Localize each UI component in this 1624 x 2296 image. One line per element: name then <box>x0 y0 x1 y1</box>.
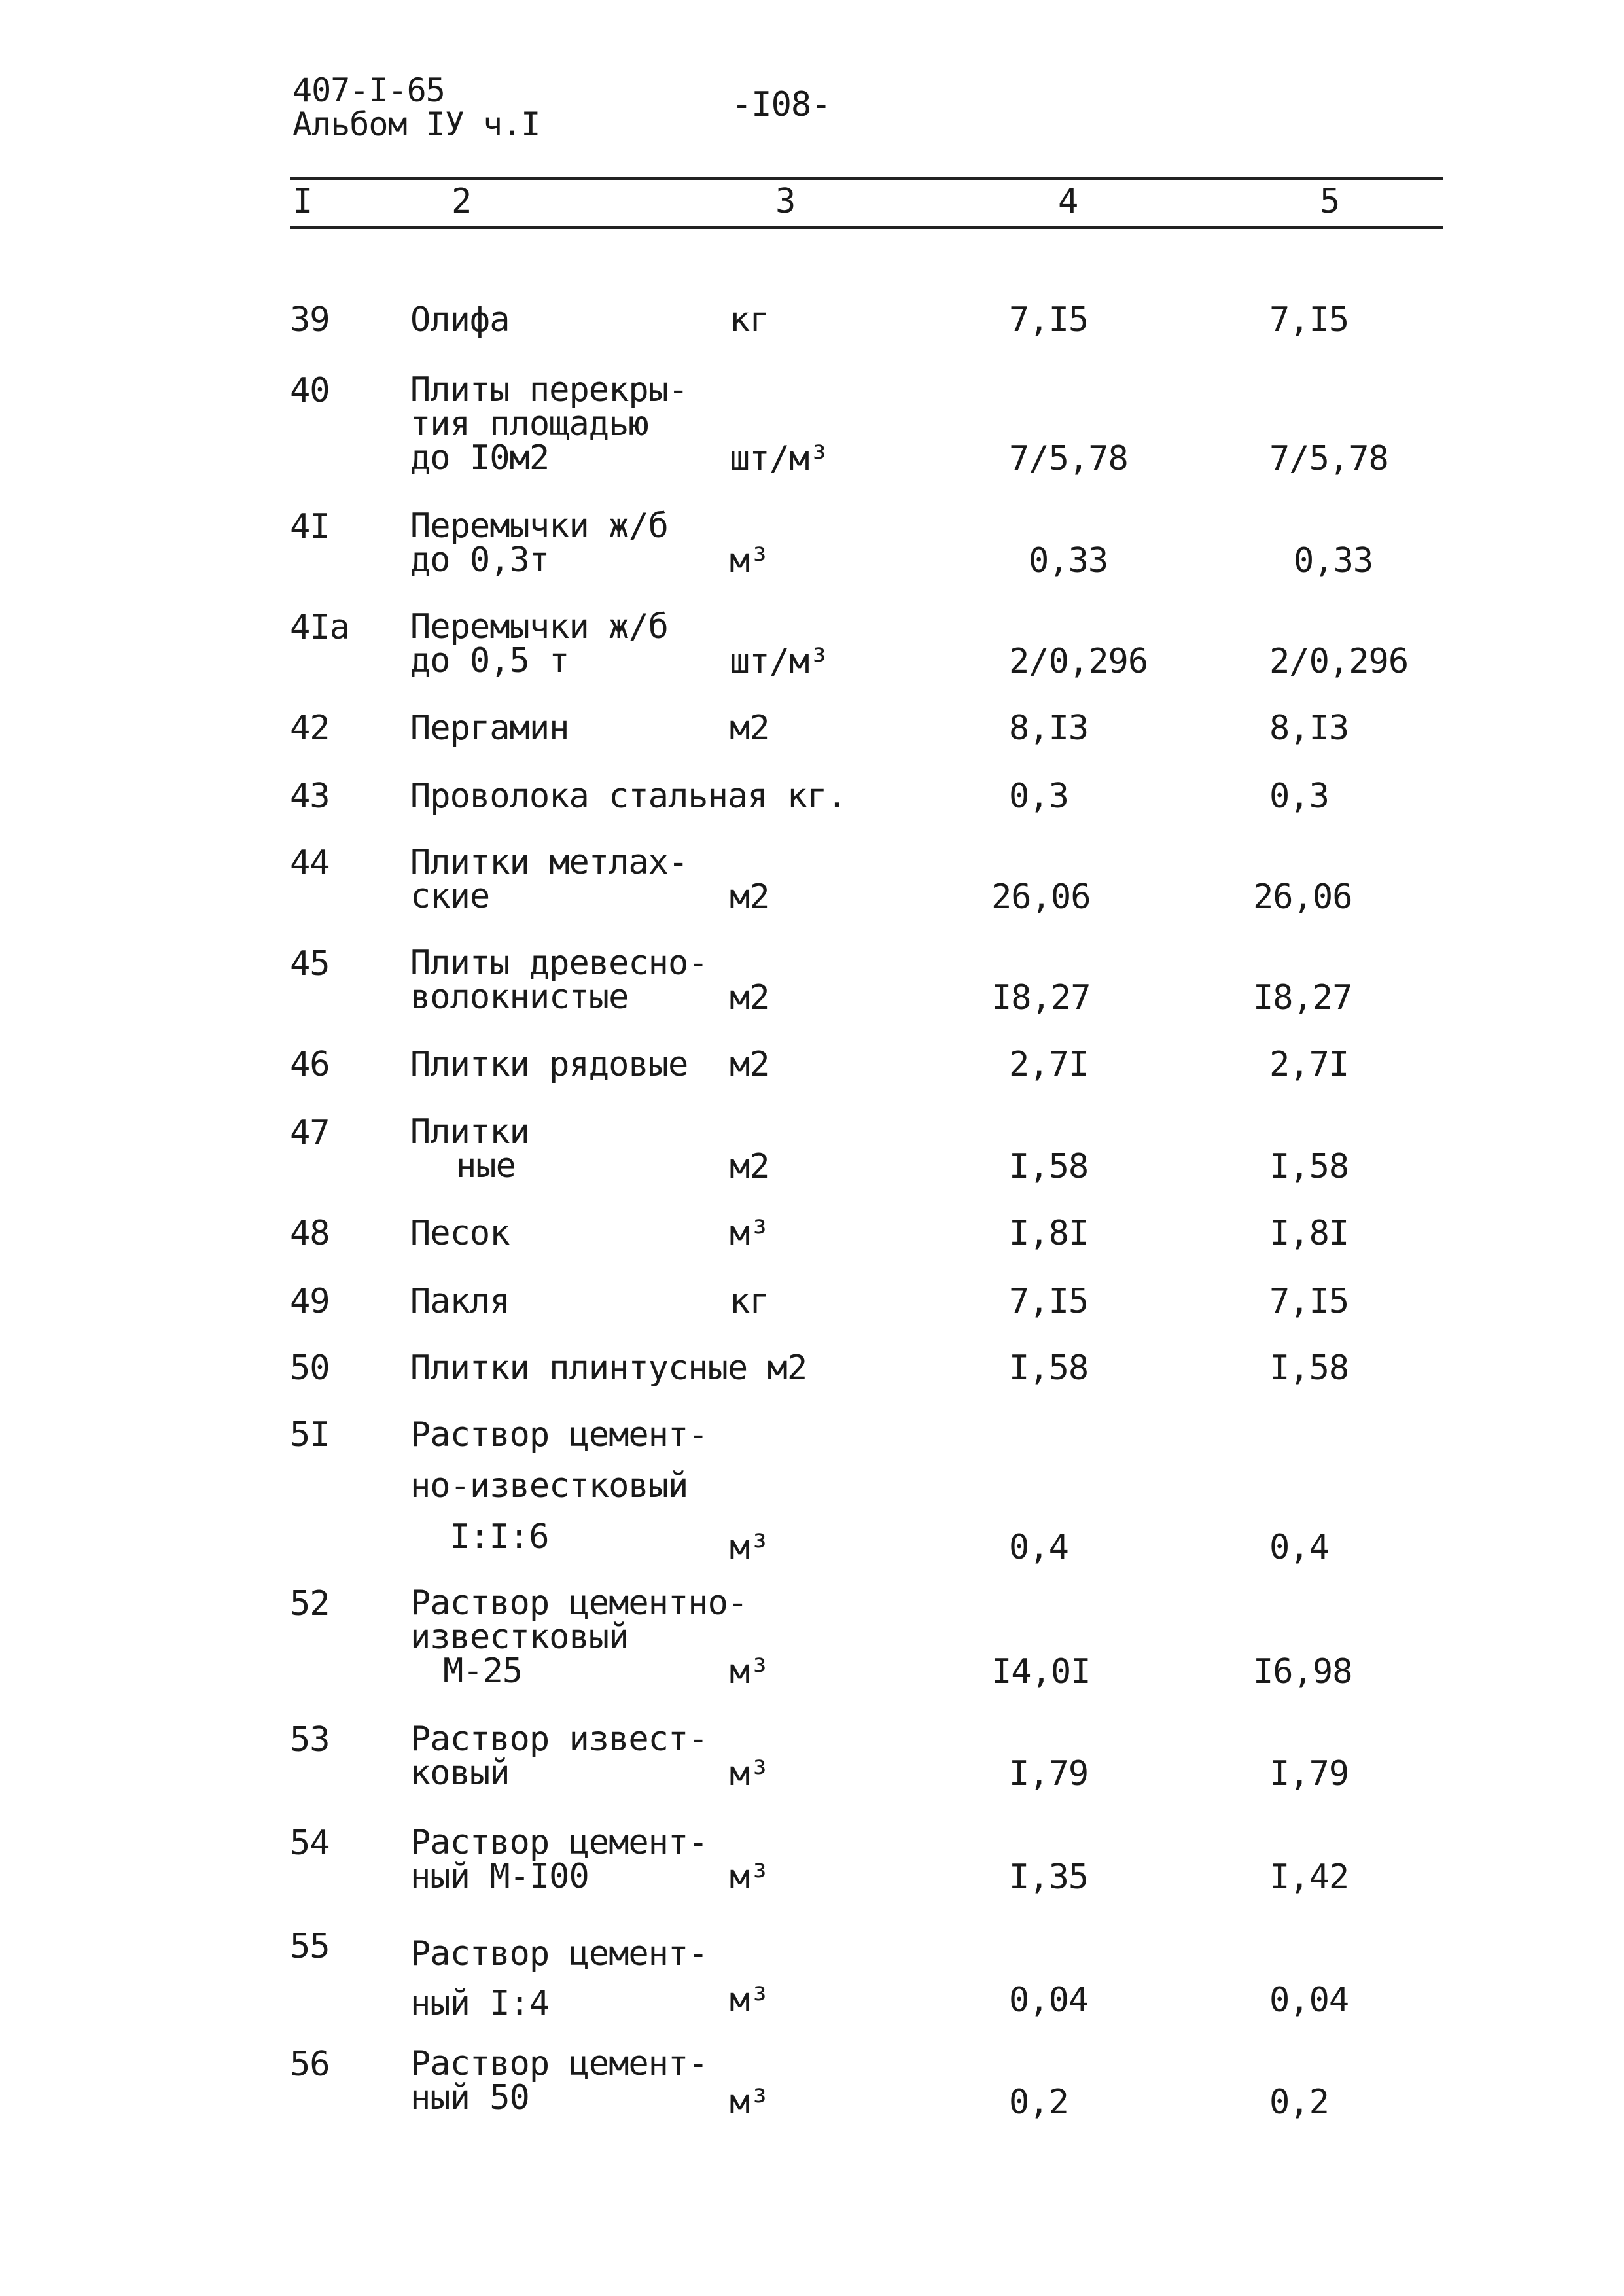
row-number: 4I <box>290 507 330 546</box>
value-col-5: 0,4 <box>1269 1528 1329 1567</box>
value-col-4: 7,I5 <box>1009 1282 1089 1321</box>
unit: м³ <box>730 1981 769 2020</box>
value-col-5: 0,33 <box>1294 541 1373 580</box>
material-name: Плитки плинтусные м2 <box>410 1349 807 1388</box>
row-number: 44 <box>290 843 330 883</box>
unit: шт/м³ <box>730 439 829 478</box>
column-header-3: 3 <box>775 182 796 221</box>
value-col-4: 0,2 <box>1009 2083 1068 2122</box>
row-number: 50 <box>290 1349 330 1388</box>
row-number: 53 <box>290 1720 330 1759</box>
row-number: 43 <box>290 777 330 816</box>
value-col-5: 26,06 <box>1253 877 1352 917</box>
value-col-5: 0,3 <box>1269 777 1329 816</box>
value-col-5: 8,I3 <box>1269 709 1349 748</box>
value-col-4: I,79 <box>1009 1754 1089 1793</box>
value-col-5: 2,7I <box>1269 1045 1349 1084</box>
unit: м2 <box>730 877 769 917</box>
value-col-4: 0,4 <box>1009 1528 1068 1567</box>
material-name: Раствор извест- ковый <box>410 1720 708 1793</box>
column-header-1: I <box>292 182 313 221</box>
unit: м³ <box>730 1754 769 1793</box>
row-number: 52 <box>290 1584 330 1623</box>
unit: шт/м³ <box>730 642 829 681</box>
unit: м2 <box>730 1045 769 1084</box>
material-name: Раствор цемент- ный 50 <box>410 2044 708 2117</box>
unit: кг <box>730 300 769 340</box>
value-col-5: I8,27 <box>1253 978 1352 1017</box>
unit: м³ <box>730 1214 769 1253</box>
value-col-5: 7/5,78 <box>1269 439 1388 478</box>
value-col-4: 7,I5 <box>1009 300 1089 340</box>
value-col-5: I,8I <box>1269 1214 1349 1253</box>
material-name: Пакля <box>410 1282 510 1321</box>
row-number: 39 <box>290 300 330 340</box>
value-col-4: I,8I <box>1009 1214 1089 1253</box>
value-col-4: I,35 <box>1009 1858 1089 1897</box>
unit: м³ <box>730 1652 769 1691</box>
value-col-4: 0,33 <box>1029 541 1108 580</box>
material-name: Раствор цемент- ный I:4 <box>410 1934 708 2023</box>
album-label: Альбом IУ ч.I <box>292 105 540 143</box>
row-number: 42 <box>290 709 330 748</box>
value-col-4: I,58 <box>1009 1349 1089 1388</box>
value-col-4: I4,0I <box>991 1652 1091 1691</box>
value-col-5: 7,I5 <box>1269 1282 1349 1321</box>
row-number: 46 <box>290 1045 330 1084</box>
unit: м2 <box>730 709 769 748</box>
column-header-2: 2 <box>451 182 472 221</box>
value-col-4: 7/5,78 <box>1009 439 1128 478</box>
material-name: Раствор цемент- но-известковый I:I:6 <box>410 1415 708 1557</box>
value-col-4: 8,I3 <box>1009 709 1089 748</box>
row-number: 56 <box>290 2045 330 2084</box>
table-top-rule <box>290 177 1443 180</box>
value-col-4: 26,06 <box>991 877 1091 917</box>
column-header-4: 4 <box>1058 182 1079 221</box>
row-number: 48 <box>290 1214 330 1253</box>
value-col-4: I8,27 <box>991 978 1091 1017</box>
value-col-4: I,58 <box>1009 1147 1089 1186</box>
table-header-rule <box>290 226 1443 229</box>
material-name: Плиты перекры- тия площадью до I0м2 <box>410 370 688 478</box>
row-number: 5I <box>290 1415 330 1455</box>
material-name: Плитки рядовые <box>410 1045 688 1084</box>
unit: кг <box>730 1282 769 1321</box>
row-number: 45 <box>290 944 330 983</box>
material-name: Раствор цемент- ный М-I00 <box>410 1823 708 1896</box>
document-code: 407-I-65 <box>292 71 445 109</box>
value-col-4: 0,04 <box>1009 1981 1089 2020</box>
page-number: -I08- <box>732 85 831 124</box>
value-col-5: 7,I5 <box>1269 300 1349 340</box>
unit: м³ <box>730 1528 769 1567</box>
unit: м³ <box>730 2083 769 2122</box>
value-col-5: I,42 <box>1269 1858 1349 1897</box>
row-number: 47 <box>290 1113 330 1152</box>
unit: м2 <box>730 1147 769 1186</box>
row-number: 54 <box>290 1824 330 1863</box>
unit: м³ <box>730 541 769 580</box>
material-name: Плитки ные <box>410 1112 529 1186</box>
value-col-5: I,79 <box>1269 1754 1349 1793</box>
value-col-5: I,58 <box>1269 1349 1349 1388</box>
unit: м³ <box>730 1858 769 1897</box>
material-name: Плитки метлах- ские <box>410 843 688 916</box>
row-number: 55 <box>290 1927 330 1966</box>
value-col-5: I6,98 <box>1253 1652 1352 1691</box>
value-col-5: I,58 <box>1269 1147 1349 1186</box>
row-number: 40 <box>290 371 330 410</box>
material-name: Олифа <box>410 300 510 340</box>
material-name: Раствор цементно- известковый М-25 <box>410 1583 748 1691</box>
material-name: Проволока стальная кг. <box>410 777 847 816</box>
material-name: Плиты древесно- волокнистые <box>410 944 708 1017</box>
value-col-5: 0,2 <box>1269 2083 1329 2122</box>
material-name: Перемычки ж/б до 0,3т <box>410 506 668 580</box>
material-name: Перемычки ж/б до 0,5 т <box>410 607 668 680</box>
document-code-block <box>292 73 540 141</box>
value-col-5: 0,04 <box>1269 1981 1349 2020</box>
row-number: 4Iа <box>290 608 349 647</box>
material-name: Пергамин <box>410 709 569 748</box>
value-col-4: 0,3 <box>1009 777 1068 816</box>
column-header-5: 5 <box>1320 182 1341 221</box>
value-col-4: 2/0,296 <box>1009 642 1148 681</box>
material-name: Песок <box>410 1214 510 1253</box>
unit: м2 <box>730 978 769 1017</box>
value-col-5: 2/0,296 <box>1269 642 1409 681</box>
row-number: 49 <box>290 1282 330 1321</box>
value-col-4: 2,7I <box>1009 1045 1089 1084</box>
